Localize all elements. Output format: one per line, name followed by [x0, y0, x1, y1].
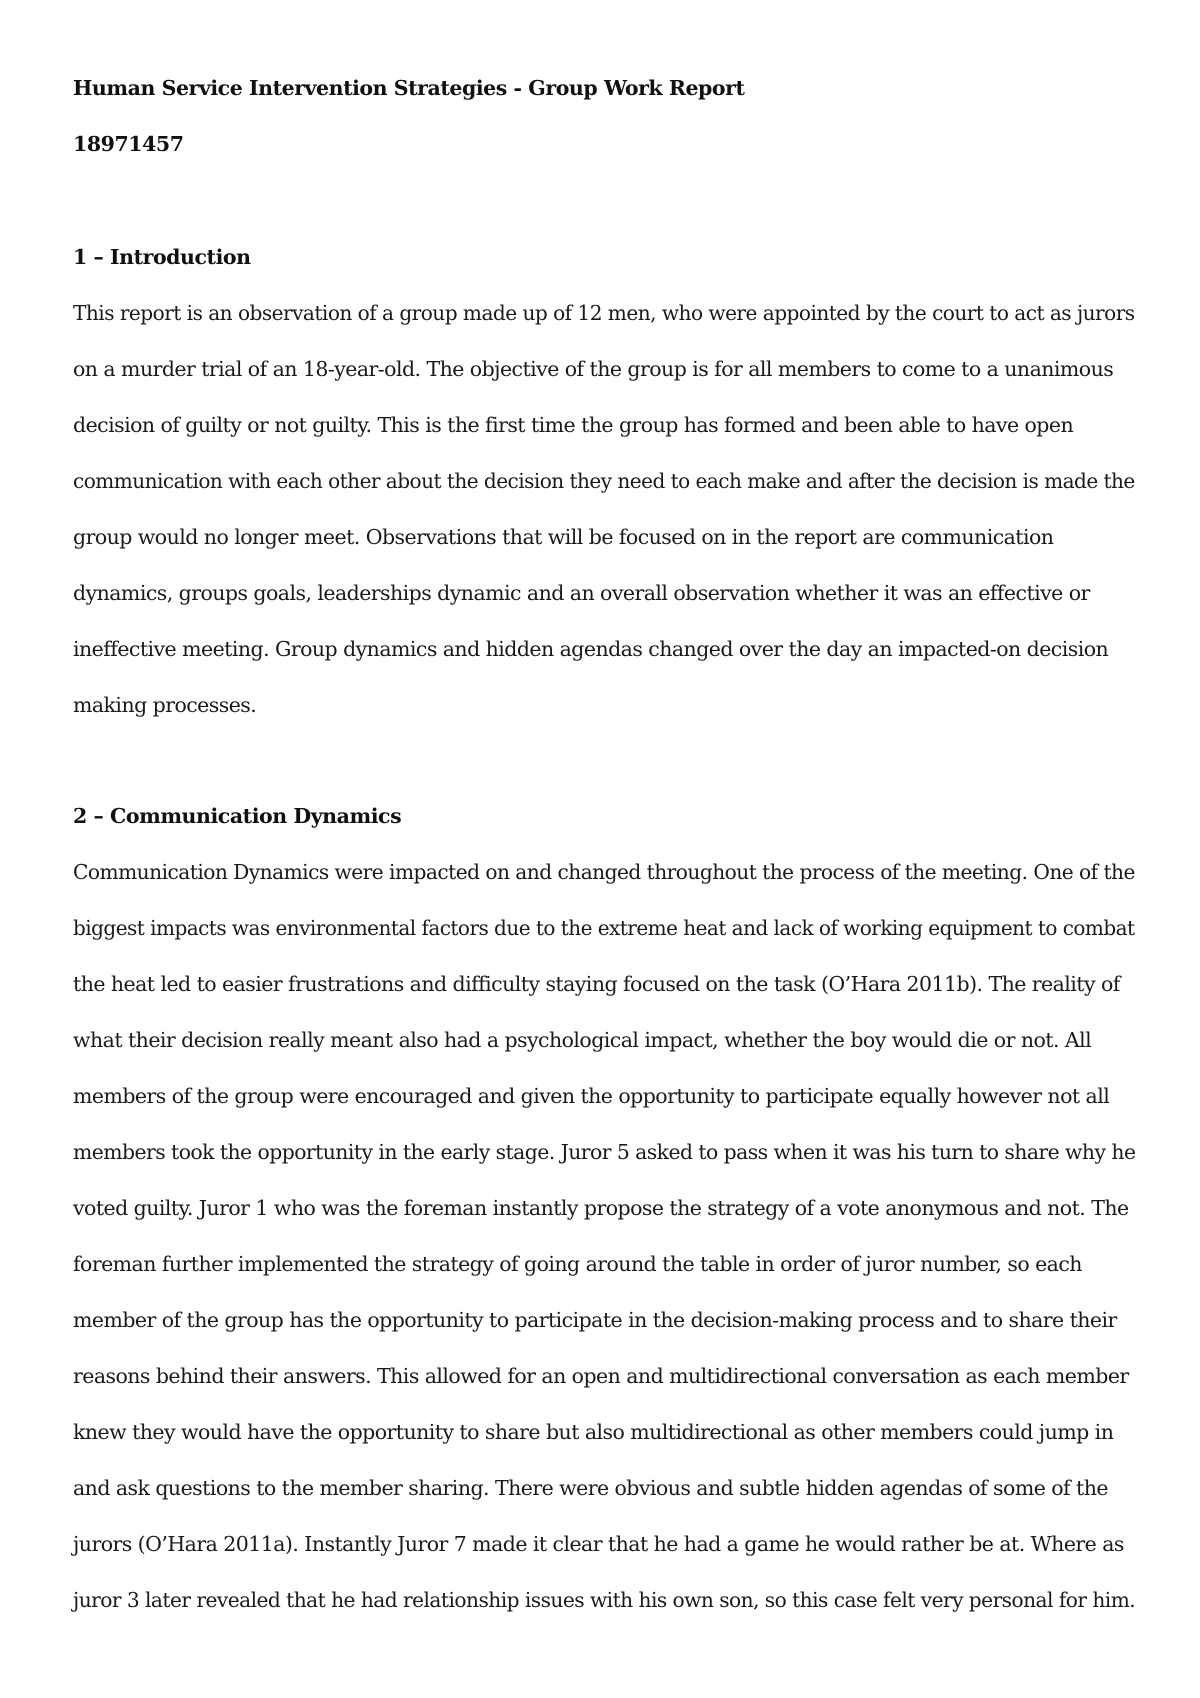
document-title: Human Service Intervention Strategies - Group Work Report — [73, 76, 745, 100]
student-id: 18971457 — [73, 132, 184, 156]
paragraph-line: member of the group has the opportunity to participate in the decision-making process and to share their — [73, 1308, 1117, 1332]
paragraph-line: jurors (O’Hara 2011a). Instantly Juror 7 made it clear that he had a game he would rather be at. Where as — [73, 1532, 1124, 1556]
paragraph-line: the heat led to easier frustrations and difficulty staying focused on the task (O’Hara 2011b). The reality of — [73, 972, 1120, 996]
paragraph-line: knew they would have the opportunity to share but also multidirectional as other members could jump in — [73, 1420, 1114, 1444]
paragraph-line: This report is an observation of a group made up of 12 men, who were appointed by the court to act as jurors — [73, 301, 1135, 325]
paragraph-line: Communication Dynamics were impacted on and changed throughout the process of the meeting. One of the — [73, 860, 1135, 884]
paragraph-line: members of the group were encouraged and given the opportunity to participate equally however not all — [73, 1084, 1110, 1108]
paragraph-line: ineffective meeting. Group dynamics and hidden agendas changed over the day an impacted-on decision — [73, 637, 1109, 661]
paragraph-line: what their decision really meant also had a psychological impact, whether the boy would die or not. All — [73, 1028, 1092, 1052]
paragraph-line: on a murder trial of an 18-year-old. The objective of the group is for all members to come to a unanimous — [73, 357, 1114, 381]
paragraph-line: members took the opportunity in the early stage. Juror 5 asked to pass when it was his turn to share why he — [73, 1140, 1136, 1164]
paragraph-line: group would no longer meet. Observations that will be focused on in the report are communication — [73, 525, 1054, 549]
paragraph-line: and ask questions to the member sharing. There were obvious and subtle hidden agendas of some of the — [73, 1476, 1108, 1500]
paragraph-line: making processes. — [73, 693, 257, 717]
paragraph-line: communication with each other about the decision they need to each make and after the decision is made the — [73, 469, 1135, 493]
paragraph-line: juror 3 later revealed that he had relationship issues with his own son, so this case felt very personal for him. — [73, 1588, 1136, 1612]
section-heading-communication-dynamics: 2 – Communication Dynamics — [73, 804, 402, 828]
section-heading-introduction: 1 – Introduction — [73, 245, 251, 269]
paragraph-line: dynamics, groups goals, leaderships dynamic and an overall observation whether it was an effective or — [73, 581, 1090, 605]
paragraph-line: reasons behind their answers. This allowed for an open and multidirectional conversation as each member — [73, 1364, 1129, 1388]
paragraph-line: foreman further implemented the strategy of going around the table in order of juror number, so each — [73, 1252, 1082, 1276]
paragraph-line: voted guilty. Juror 1 who was the foreman instantly propose the strategy of a vote anonymous and not. The — [73, 1196, 1129, 1220]
paragraph-line: biggest impacts was environmental factors due to the extreme heat and lack of working equipment to combat — [73, 916, 1135, 940]
paragraph-line: decision of guilty or not guilty. This is the first time the group has formed and been able to have open — [73, 413, 1074, 437]
